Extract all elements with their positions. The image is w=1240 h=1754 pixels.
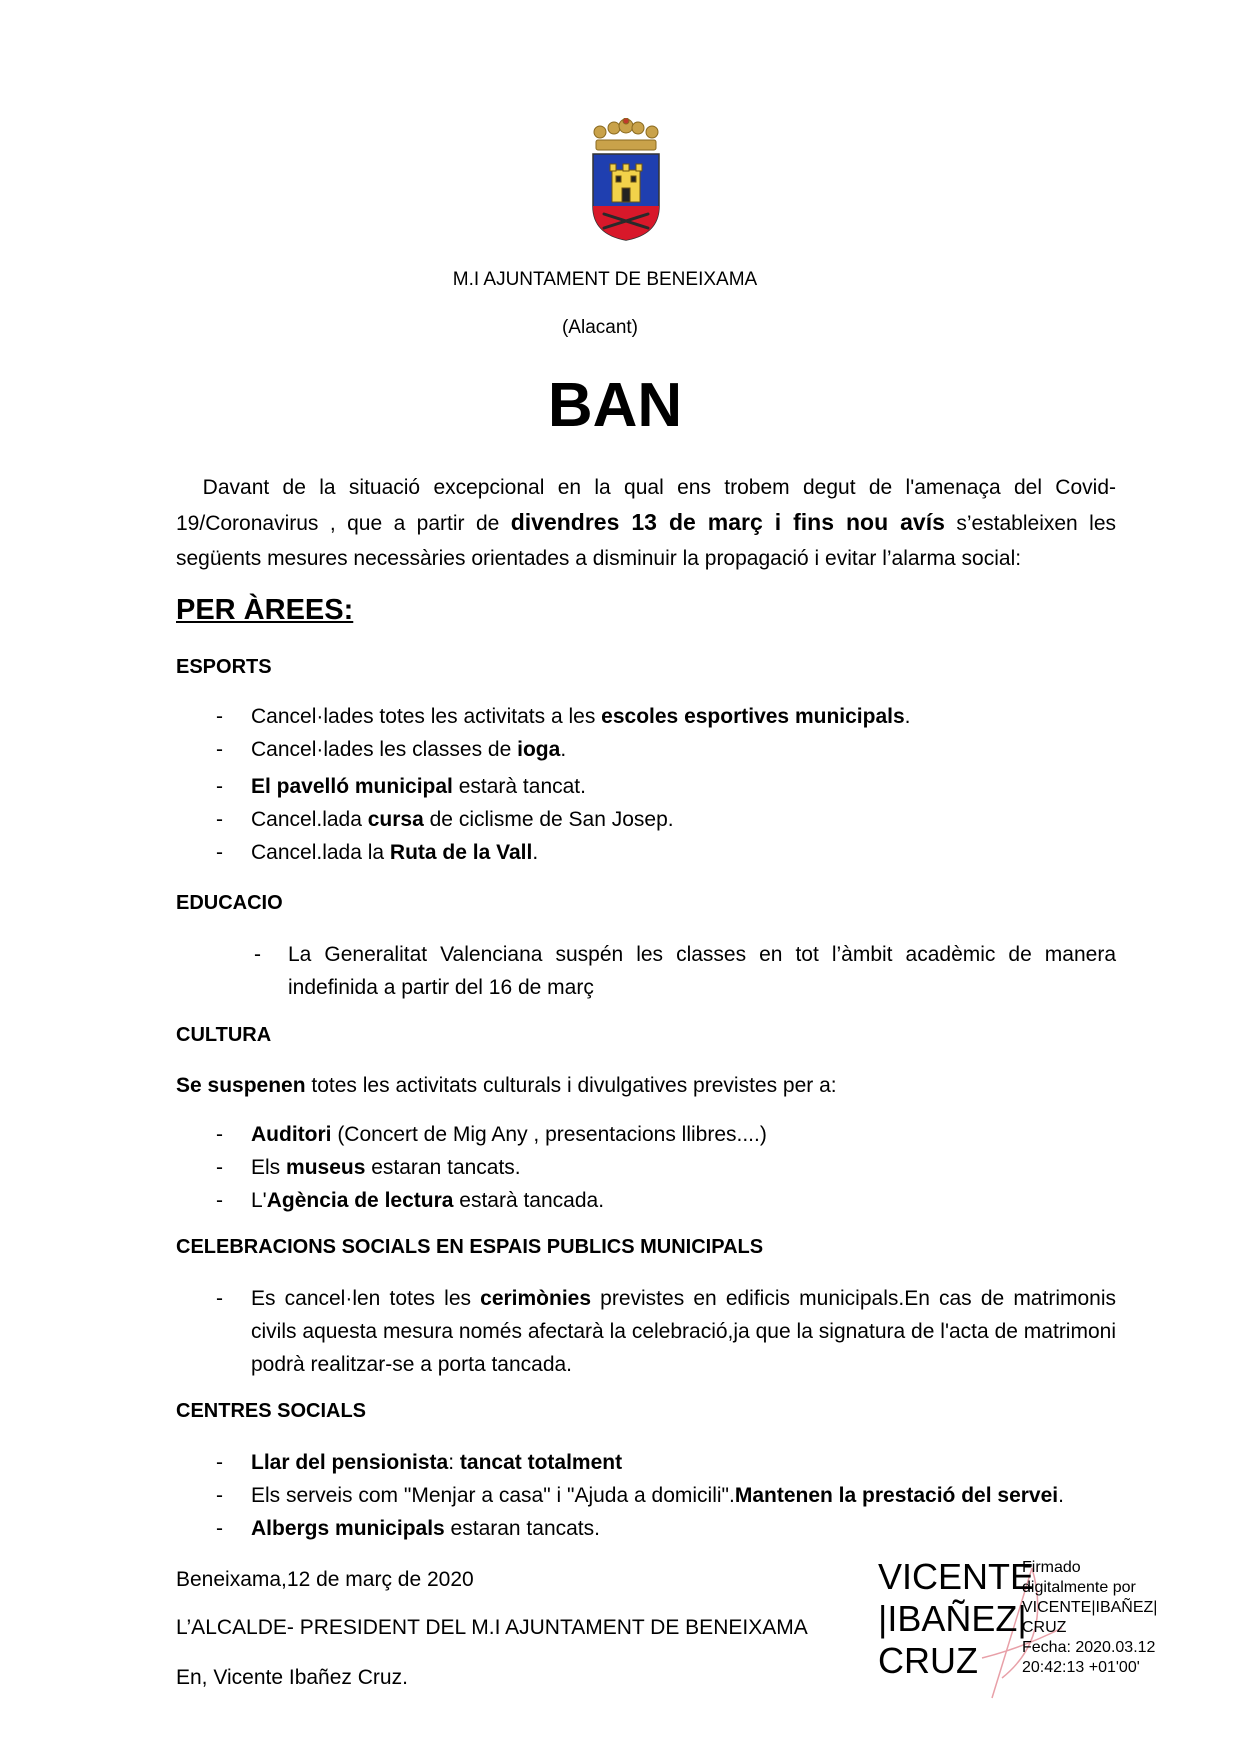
document-title: BAN [547, 371, 683, 440]
cultura-intro: Se suspenen totes les activitats culturals i divulgatives previstes per a: [176, 1074, 837, 1097]
intro-text-1: Davant de la situació excepcional en la qual ens trobem degut de l'amenaça del Covid-19/Coronavirus , que a partir de [176, 476, 1116, 535]
intro-paragraph [176, 470, 1116, 576]
educacio-item: - La Generalitat Valenciana suspén les classes en tot l’àmbit acadèmic de manera indefinida a partir del 16 de març [254, 943, 1116, 999]
list-item: - Els museus estaran tancats. [216, 1156, 521, 1179]
list-item: - Cancel·lades totes les activitats a les escoles esportives municipals. [216, 705, 911, 728]
celebracions-heading: CELEBRACIONS SOCIALS EN ESPAIS PUBLICS MUNICIPALS [176, 1236, 764, 1258]
centres-list [176, 1446, 1156, 1545]
list-item: - Cancel.lada cursa de ciclisme de San Josep. [216, 808, 674, 831]
list-item: - Cancel.lada la Ruta de la Vall. [216, 841, 539, 864]
signature-name: VICENTE |IBAÑEZ| CRUZ [878, 1556, 1035, 1681]
coat-of-arms-logo [588, 118, 664, 242]
areas-title: PER ÀREES: [176, 594, 354, 626]
digital-signature [870, 1548, 1170, 1718]
footer-name: En, Vicente Ibañez Cruz. [176, 1666, 408, 1689]
intro-text-2: s’estableixen les següents mesures necessàries orientades a disminuir la propagació i evitar l’alarma social: [176, 512, 1116, 570]
cultura-heading: CULTURA [176, 1024, 272, 1046]
signature-info: Firmado digitalmente por VICENTE|IBAÑEZ| CRUZ Fecha: 2020.03.12 20:42:13 +01'00' [1022, 1559, 1158, 1676]
list-item: - L'Agència de lectura estarà tancada. [216, 1189, 605, 1212]
list-item: - Albergs municipals estaran tancats. [216, 1517, 600, 1540]
educacio-heading: EDUCACIO [176, 892, 283, 914]
cultura-list [176, 1118, 1136, 1217]
list-item: - Els serveis com "Menjar a casa" i "Ajuda a domicili".Mantenen la prestació del servei. [216, 1484, 1064, 1507]
celebracions-item: - Es cancel·len totes les cerimònies previstes en edificis municipals.En cas de matrimonis civils aquesta mesura només afectarà la celebració,ja que la signatura de l'acta de matrimoni podrà realitzar-se a porta tancada. [216, 1287, 1116, 1376]
list-item: - El pavelló municipal estarà tancat. [216, 775, 586, 798]
organization-name: M.I AJUNTAMENT DE BENEIXAMA [452, 269, 758, 290]
esports-heading: ESPORTS [176, 656, 272, 678]
footer-role: L’ALCALDE- PRESIDENT DEL M.I AJUNTAMENT DE BENEIXAMA [176, 1616, 808, 1639]
centres-heading: CENTRES SOCIALS [176, 1400, 367, 1422]
province-label: (Alacant) [561, 317, 639, 338]
list-item: - Cancel·lades les classes de ioga. [216, 738, 567, 761]
intro-bold: divendres 13 de març i fins nou avís [510, 509, 945, 535]
list-item: - Llar del pensionista: tancat totalment [216, 1451, 623, 1474]
list-item: - Auditori (Concert de Mig Any , presentacions llibres....) [216, 1123, 767, 1146]
footer-date: Beneixama,12 de març de 2020 [176, 1568, 474, 1591]
esports-list [176, 700, 1136, 869]
